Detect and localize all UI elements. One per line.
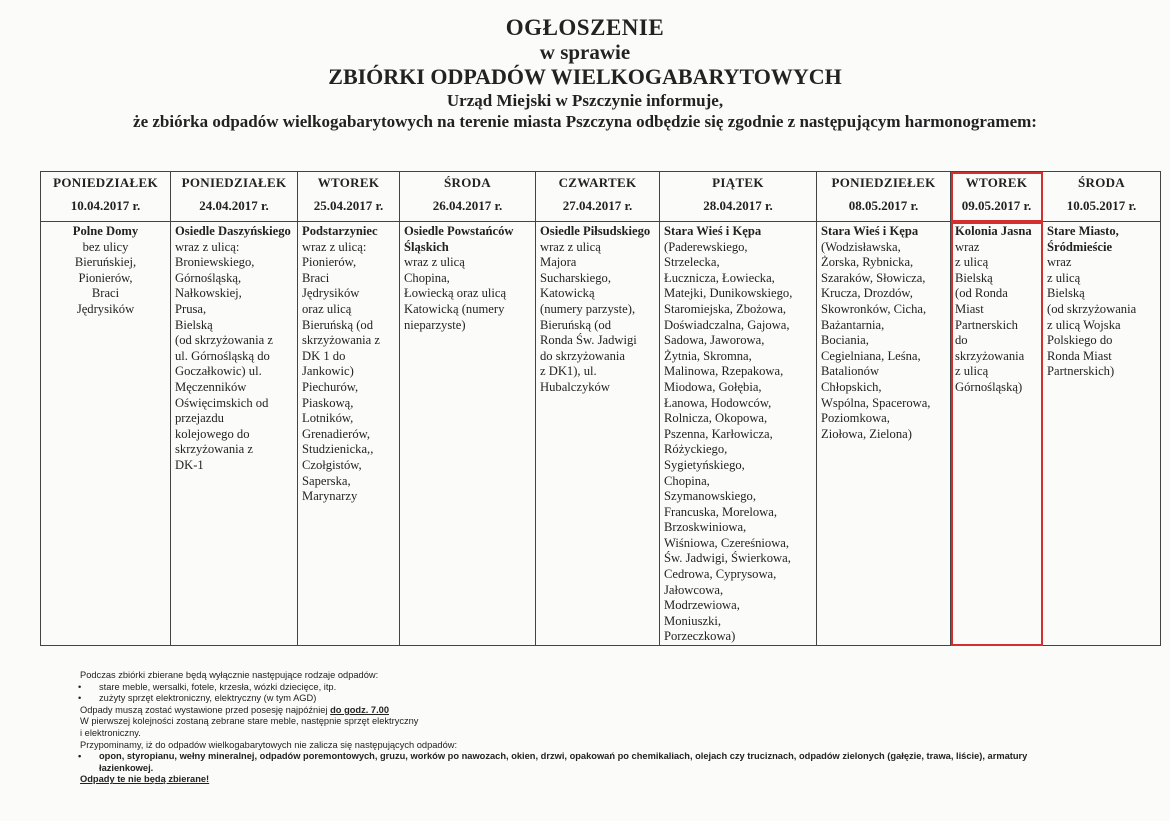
street-line: Brzoskwiniowa,: [664, 520, 747, 535]
street-line: Pionierów,: [302, 255, 357, 270]
street-line: kolejowego do: [175, 426, 250, 441]
street-line: Matejki, Dunikowskiego,: [664, 286, 793, 301]
street-line: Miodowa, Gołębia,: [664, 379, 762, 394]
bullet-item: • stare meble, wersalki, fotele, krzesła, wózki dziecięce, itp.: [80, 682, 1160, 694]
area-cell: [298, 222, 400, 646]
street-line: Jałowcowa,: [664, 582, 724, 597]
street-line: Katowicką: [540, 286, 595, 301]
street-line: Cedrowa, Cyprysowa,: [664, 567, 777, 582]
street-line: Chopina,: [664, 473, 710, 488]
street-line: Pionierów,: [78, 270, 133, 285]
street-line: skrzyżowania: [955, 348, 1025, 363]
street-line: z ulicą: [955, 364, 989, 379]
street-line: Doświadczalna, Gajowa,: [664, 317, 790, 332]
order-note: W pierwszej kolejności zostaną zebrane stare meble, następnie sprzęt elektryczny: [80, 716, 419, 727]
street-line: Staromiejska, Zbożowa,: [664, 301, 787, 316]
street-line: Wspólna, Spacerowa,: [821, 395, 931, 410]
schedule-intro: że zbiórka odpadów wielkogabarytowych na terenie miasta Pszczyna odbędzie się zgodnie z następującym harmonogramem:: [133, 112, 1037, 131]
street-line: Bieruńską (od: [302, 317, 373, 332]
street-line: Bieruńską (od: [540, 317, 611, 332]
area-name: Osiedle Piłsudskiego: [540, 224, 651, 238]
area-cell: [400, 222, 536, 646]
street-line: Hubalczyków: [540, 379, 610, 394]
street-line: Bociania,: [821, 333, 869, 348]
street-line: Łanowa, Hodowców,: [664, 395, 772, 410]
street-line: Katowicką (numery: [404, 301, 505, 316]
column-header: PONIEDZIAŁEK 24.04.2017 r.: [171, 172, 298, 222]
street-line: wraz z ulicą:: [175, 239, 240, 254]
street-line: Chłopskich,: [821, 379, 882, 394]
street-line: Jędrysików: [302, 286, 360, 301]
street-line: Majora: [540, 255, 577, 270]
street-line: Sygietyńskiego,: [664, 457, 745, 472]
street-line: (Paderewskiego,: [664, 239, 748, 254]
street-line: Strzelecka,: [664, 255, 720, 270]
street-line: Lotników,: [302, 411, 354, 426]
street-line: Piechurów,: [302, 379, 359, 394]
street-line: nieparzyste): [404, 317, 466, 332]
column-header-highlighted: WTOREK 09.05.2017 r.: [951, 172, 1043, 222]
street-line: Moniuszki,: [664, 613, 722, 628]
street-line: Różyckiego,: [664, 442, 728, 457]
street-line: wraz: [1047, 255, 1072, 270]
street-line: z ulicą: [1047, 270, 1081, 285]
street-line: Goczałkowic) ul.: [175, 364, 262, 379]
announcement-subtitle: w sprawie: [539, 40, 631, 64]
street-line: z ulicą Wojska: [1047, 317, 1121, 332]
excluded-waste-item: • opon, styropianu, wełny mineralnej, odpadów poremontowych, gruzu, worków po nawozach, okien, drzwi, opakowań po chemikaliach, olejach czy truciznach, odpadów zielonych (gałęzie, trawa, liście), armatury łazienkowej.: [80, 751, 1160, 774]
street-line: Oświęcimskich od: [175, 395, 269, 410]
street-line: oraz ulicą: [302, 301, 352, 316]
street-line: Bielską: [1047, 286, 1085, 301]
street-line: Sucharskiego,: [540, 270, 611, 285]
street-line: Broniewskiego,: [175, 255, 255, 270]
street-line: Modrzewiowa,: [664, 598, 740, 613]
street-line: Chopina,: [404, 270, 450, 285]
column-header: PIĄTEK 28.04.2017 r.: [660, 172, 817, 222]
deadline-note: Odpady muszą zostać wystawione przed posesję najpóźniej do godz. 7.00: [80, 704, 390, 715]
column-header: PONIEDZIEŁEK 08.05.2017 r.: [817, 172, 951, 222]
street-line: (numery parzyste),: [540, 301, 636, 316]
area-cell: [171, 222, 298, 646]
street-line: Bieruńskiej,: [74, 255, 137, 270]
column-header: ŚRODA 10.05.2017 r.: [1043, 172, 1161, 222]
street-line: wraz z ulicą: [540, 239, 601, 254]
street-line: Nałkowskiej,: [175, 286, 242, 301]
street-line: Studzienicka,,: [302, 442, 374, 457]
area-name: Stare Miasto, Śródmieście: [1047, 224, 1119, 254]
collection-notes: [80, 670, 1160, 786]
street-line: Bielską: [955, 270, 993, 285]
street-line: Cegielniana, Leśna,: [821, 348, 921, 363]
street-line: (od Ronda: [955, 286, 1008, 301]
street-line: Polskiego do: [1047, 333, 1113, 348]
street-line: Jędrysików: [76, 301, 135, 316]
street-line: do skrzyżowania: [540, 348, 625, 363]
street-line: Poziomkowa,: [821, 411, 890, 426]
street-line: Ronda Św. Jadwigi: [540, 333, 637, 348]
street-line: DK-1: [175, 457, 204, 472]
area-name: Stara Wieś i Kępa: [821, 224, 919, 238]
area-name: Stara Wieś i Kępa: [664, 224, 762, 238]
area-cell: [817, 222, 951, 646]
street-line: Bażantarnia,: [821, 317, 885, 332]
street-line: Górnośląską): [955, 379, 1023, 394]
street-line: Prusa,: [175, 301, 207, 316]
deadline-time: do godz. 7.00: [330, 704, 390, 715]
street-line: (od skrzyżowania: [1047, 301, 1137, 316]
street-line: Czołgistów,: [302, 457, 362, 472]
street-line: Partnerskich): [1047, 364, 1115, 379]
street-line: Saperska,: [302, 473, 351, 488]
street-line: Braci: [302, 270, 330, 285]
street-line: Pszenna, Karłowicza,: [664, 426, 773, 441]
area-cell: [1043, 222, 1161, 646]
street-line: Marynarzy: [302, 489, 358, 504]
area-name: Podstarzyniec: [302, 224, 378, 238]
street-line: Żytnia, Skromna,: [664, 348, 752, 363]
street-line: Grenadierów,: [302, 426, 371, 441]
street-line: Braci: [91, 286, 120, 301]
street-line: wraz: [955, 239, 980, 254]
street-line: z DK1), ul.: [540, 364, 597, 379]
street-line: (Wodzisławska,: [821, 239, 901, 254]
street-line: Szaraków, Słowicza,: [821, 270, 926, 285]
street-line: Miast: [955, 301, 984, 316]
area-name: Osiedle Daszyńskiego: [175, 224, 291, 238]
street-line: Ronda Miast: [1047, 348, 1112, 363]
column-header: WTOREK 25.04.2017 r.: [298, 172, 400, 222]
order-note-cont: i elektroniczny.: [80, 727, 141, 738]
street-line: Batalionów: [821, 364, 880, 379]
street-line: Żorska, Rybnicka,: [821, 255, 914, 270]
street-line: Malinowa, Rzepakowa,: [664, 364, 784, 379]
area-name: Osiedle Powstańców Śląskich: [404, 224, 514, 254]
closing-warning: Odpady te nie będą zbierane!: [80, 774, 210, 785]
street-line: wraz z ulicą: [404, 255, 465, 270]
street-line: skrzyżowania z: [302, 333, 380, 348]
street-line: Górnośląską,: [175, 270, 242, 285]
street-line: bez ulicy: [82, 239, 129, 254]
street-line: Męczenników: [175, 379, 247, 394]
street-line: Krucza, Drozdów,: [821, 286, 913, 301]
schedule-header-row: [41, 172, 1161, 222]
street-line: Porzeczkowa): [664, 629, 736, 644]
notes-intro: Podczas zbiórki zbierane będą wyłącznie następujące rodzaje odpadów:: [80, 670, 379, 680]
announcement-topic: ZBIÓRKI ODPADÓW WIELKOGABARYTOWYCH: [328, 64, 842, 89]
schedule-table: [40, 171, 1161, 646]
area-cell-highlighted: [951, 222, 1043, 646]
street-line: wraz z ulicą:: [302, 239, 367, 254]
bullet-item: • zużyty sprzęt elektroniczny, elektryczny (w tym AGD): [80, 693, 1160, 705]
street-line: do: [955, 333, 968, 348]
announcement-title: OGŁOSZENIE: [505, 15, 665, 40]
street-line: Łowiecką oraz ulicą: [404, 286, 507, 301]
street-line: Św. Jadwigi, Świerkowa,: [664, 551, 791, 566]
street-line: Rolnicza, Okopowa,: [664, 411, 768, 426]
area-cell: [41, 222, 171, 646]
street-line: Ziołowa, Zielona): [821, 426, 912, 441]
reminder-note: Przypominamy, iż do odpadów wielkogabarytowych nie zalicza się następujących odpadów:: [80, 739, 458, 750]
schedule-body-row: [41, 222, 1161, 646]
column-header: PONIEDZIAŁEK 10.04.2017 r.: [41, 172, 171, 222]
issuer-line: Urząd Miejski w Pszczynie informuje,: [446, 91, 724, 110]
street-line: Wiśniowa, Czereśniowa,: [664, 535, 790, 550]
area-name: Polne Domy: [72, 224, 139, 238]
street-line: Francuska, Morelowa,: [664, 504, 777, 519]
street-line: Łucznicza, Łowiecka,: [664, 270, 775, 285]
column-header: CZWARTEK 27.04.2017 r.: [536, 172, 660, 222]
street-line: (od skrzyżowania z: [175, 333, 273, 348]
area-name: Kolonia Jasna: [955, 224, 1032, 238]
street-line: Skowronków, Cicha,: [821, 301, 927, 316]
street-line: DK 1 do: [302, 348, 346, 363]
street-line: Partnerskich: [955, 317, 1018, 332]
street-line: Piaskową,: [302, 395, 354, 410]
area-cell: [660, 222, 817, 646]
street-line: Sadowa, Jaworowa,: [664, 333, 765, 348]
street-line: Bielską: [175, 317, 213, 332]
street-line: ul. Górnośląską do: [175, 348, 270, 363]
street-line: Jankowic): [302, 364, 354, 379]
street-line: przejazdu: [175, 411, 224, 426]
street-line: skrzyżowania z: [175, 442, 253, 457]
street-line: z ulicą: [955, 255, 989, 270]
area-cell: [536, 222, 660, 646]
column-header: ŚRODA 26.04.2017 r.: [400, 172, 536, 222]
street-line: Szymanowskiego,: [664, 489, 756, 504]
